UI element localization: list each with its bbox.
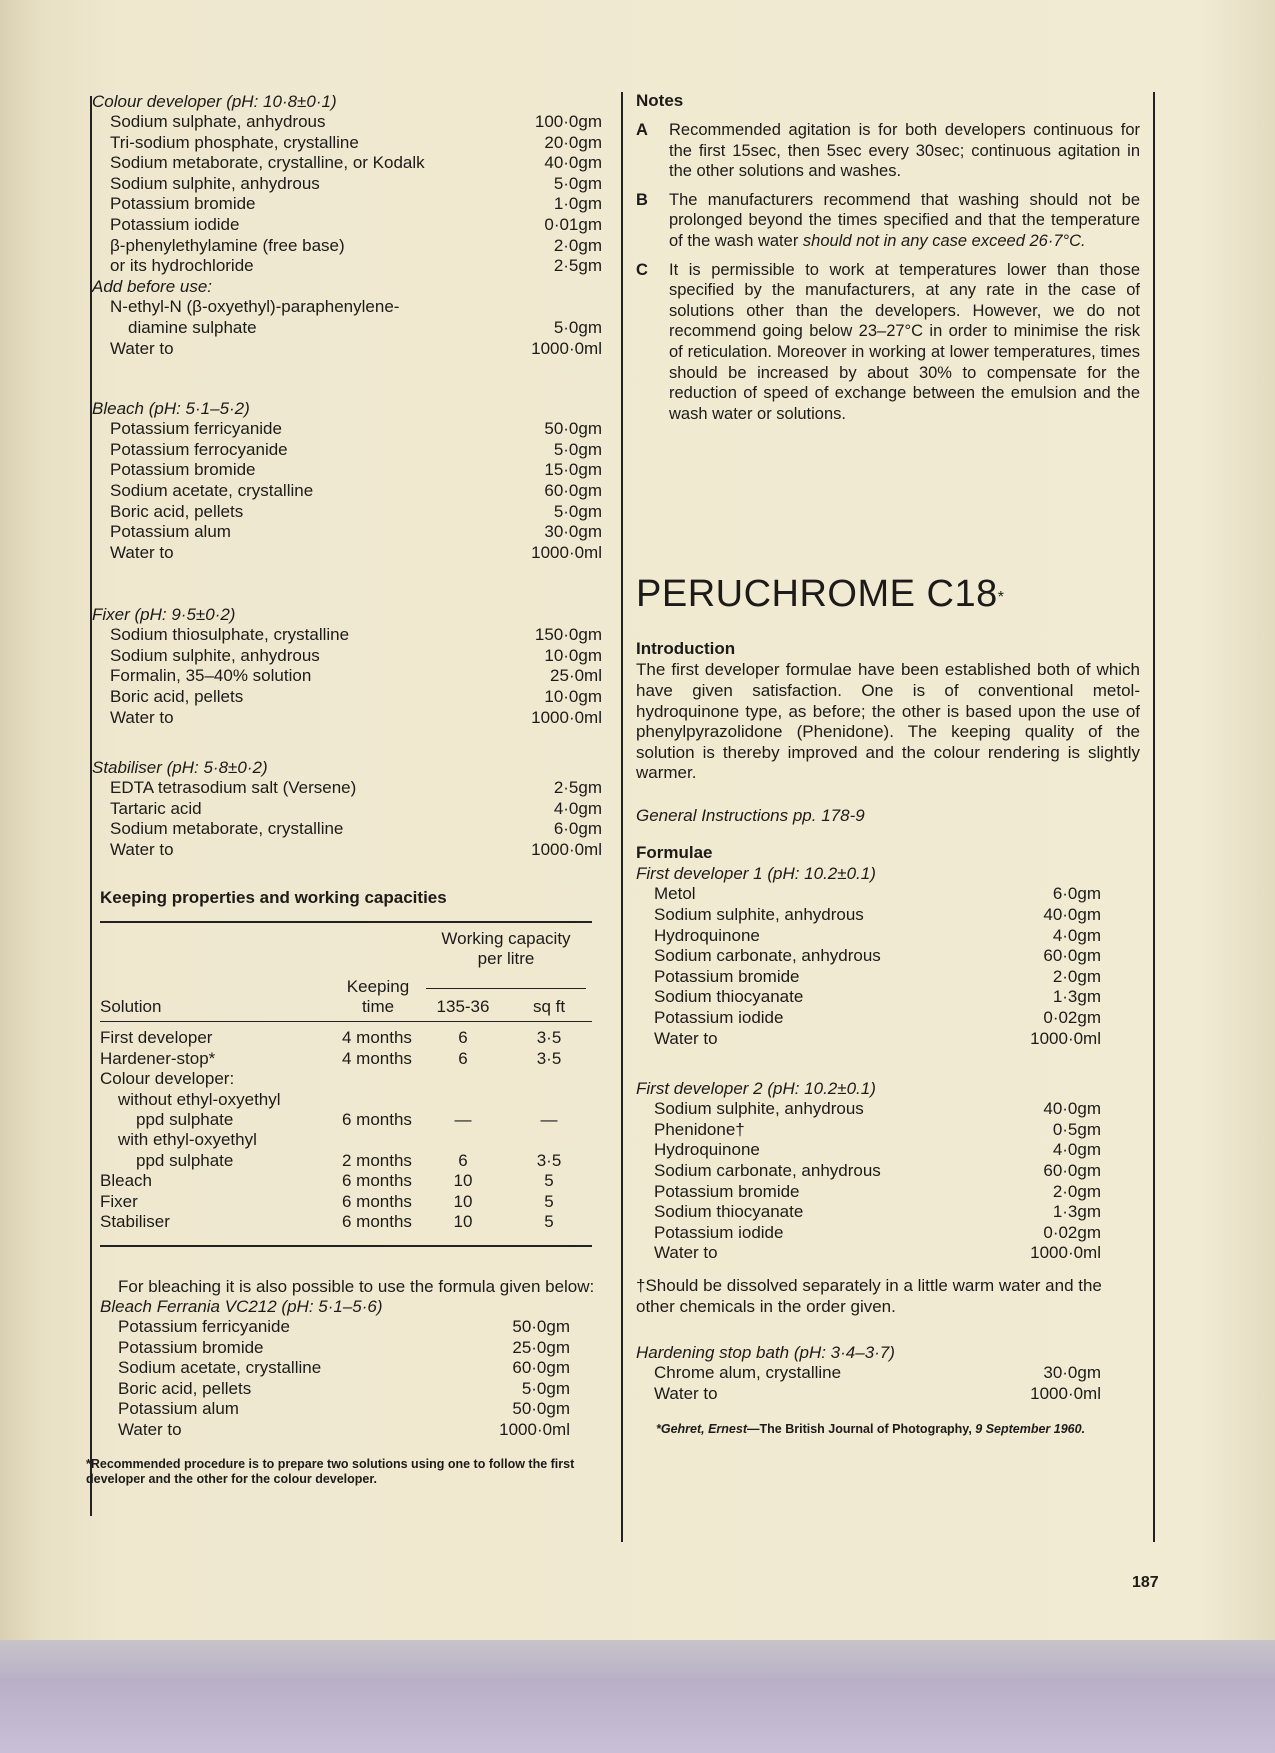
ingredient-amount: 1000·0ml: [531, 338, 602, 358]
ingredient-name: Hydroquinone: [654, 925, 760, 945]
table-row: [100, 1212, 592, 1232]
recipe-row: [92, 778, 602, 799]
ingredient-amount: 2·0gm: [1052, 1181, 1101, 1201]
ingredient-name: Sodium sulphite, anhydrous: [654, 905, 864, 925]
ingredient-name: Sodium metaborate, crystalline: [110, 819, 344, 839]
first-developer-1-title: First developer 1 (pH: 10.2±0.1): [636, 864, 876, 884]
introduction-text: The first developer formulae have been established both of which have given satisfaction. One is of conventional metol-hydroquinone type, as before; the other is based upon the use of phenylpyrazolidone (Phenidone). The keeping quality of the solution is thereby improved and the colour rendering is slightly warmer.: [636, 660, 1140, 783]
dagger-note: †Should be dissolved separately in a little warm water and the other chemicals in the order given.: [636, 1275, 1102, 1316]
ingredient-name: Sodium sulphite, anhydrous: [654, 1099, 864, 1119]
recipe-row: [92, 174, 602, 195]
ingredient-amount: 2·5gm: [553, 778, 602, 798]
keeping-cell-time: [336, 1090, 420, 1110]
recipe-row: [636, 946, 1101, 967]
keeping-cell-sqft: 3·5: [536, 1028, 562, 1048]
ingredient-amount: 0·02gm: [1043, 1222, 1101, 1242]
ingredient-amount: 0·02gm: [1043, 1008, 1101, 1028]
recipe-row: [92, 646, 602, 667]
first-developer-2-items: [636, 1099, 1101, 1264]
note-letter: B: [636, 190, 648, 209]
ingredient-name: Boric acid, pellets: [110, 687, 244, 707]
table-row: [100, 1069, 592, 1089]
note-text-emphasis: should not in any case exceed 26·7°C.: [802, 231, 1086, 250]
recipe-row: [100, 1399, 570, 1420]
keeping-header-sqft: sq ft: [532, 997, 566, 1017]
ingredient-amount: 60·0gm: [544, 480, 602, 500]
ingredient-name: Sodium metaborate, crystalline, or Kodalk: [110, 153, 425, 173]
ingredient-amount: 2·0gm: [553, 235, 602, 255]
recipe-row: [92, 339, 602, 360]
product-title: [636, 572, 1140, 616]
ingredient-name: diamine sulphate: [128, 317, 257, 337]
note-text: It is permissible to work at temperatures lower than those specified by the manufacturers, at any rate in the case of solutions other than the developers. However, we do not recommend going below 23–27°C in order to minimise the risk of reticulation. Moreover in working at lower temperatures, times should be increased by about 30% to compensate for the reduction of speed of exchange between the emulsion and the wash water or solutions.: [669, 260, 1140, 423]
keeping-cell-c135: 6: [458, 1048, 468, 1068]
recipe-row: [636, 967, 1101, 988]
note-letter: A: [636, 121, 648, 139]
notes-heading: Notes: [636, 91, 684, 110]
recipe-row: [636, 1008, 1101, 1029]
ingredient-name: Water to: [118, 1420, 182, 1440]
recipe-row: [636, 1202, 1101, 1223]
note-c: [636, 260, 1140, 425]
alt-bleach-intro: For bleaching it is also possible to use the formula given below:: [118, 1276, 595, 1296]
ingredient-amount: 1000·0ml: [499, 1420, 570, 1440]
right-column: [636, 90, 1140, 1437]
ingredient-name: Potassium bromide: [110, 460, 256, 480]
ingredient-name: Water to: [654, 1028, 718, 1048]
keeping-cell-sqft: 5: [544, 1212, 554, 1232]
note-b: [636, 190, 1140, 252]
ingredient-amount: 60·0gm: [1043, 946, 1101, 966]
ingredient-amount: 5·0gm: [553, 439, 602, 459]
keeping-cell-solution: First developer: [100, 1028, 213, 1048]
ingredient-name: Chrome alum, crystalline: [654, 1363, 842, 1383]
fixer-title: Fixer (pH: 9·5±0·2): [92, 605, 236, 625]
recipe-row: [92, 419, 602, 440]
keeping-cell-sqft: 5: [544, 1191, 554, 1211]
note-letter: C: [636, 260, 648, 279]
recipe-row: [636, 1120, 1101, 1141]
footnote-date: 9 September 1960.: [975, 1422, 1086, 1437]
bleach-section: [92, 399, 602, 563]
ingredient-name: Potassium ferrocyanide: [110, 439, 288, 459]
ingredient-amount: 10·0gm: [544, 687, 602, 707]
recipe-row: [92, 153, 602, 174]
recipe-row: [636, 1140, 1101, 1161]
recipe-row: [100, 1420, 570, 1441]
ingredient-amount: 30·0gm: [1043, 1363, 1101, 1383]
keeping-cell-c135: 6: [458, 1028, 468, 1048]
ingredient-amount: 60·0gm: [512, 1358, 570, 1378]
ingredient-amount: 25·0ml: [550, 666, 602, 686]
recipe-row: [100, 1338, 570, 1359]
ingredient-amount: 2·0gm: [1052, 966, 1101, 986]
ingredient-name: Boric acid, pellets: [118, 1378, 252, 1398]
keeping-cell-sqft: [506, 1090, 592, 1110]
recipe-row: [100, 1358, 570, 1379]
ingredient-name: Sodium thiocyanate: [654, 1202, 804, 1222]
recipe-row: [92, 318, 602, 339]
ingredient-amount: 30·0gm: [544, 522, 602, 542]
recipe-row: [100, 1379, 570, 1400]
ingredient-name: Potassium bromide: [654, 966, 800, 986]
ingredient-name: Sodium carbonate, anhydrous: [654, 946, 881, 966]
ingredient-amount: 40·0gm: [544, 153, 602, 173]
keeping-cell-sqft: [506, 1130, 592, 1150]
ingredient-amount: 1000·0ml: [531, 542, 602, 562]
right-footnote: [636, 1422, 1140, 1437]
right-column-rule: [1153, 92, 1155, 1542]
alt-bleach-section: [92, 1297, 602, 1441]
table-row: [100, 1110, 592, 1130]
hardening-stop-items: [636, 1363, 1101, 1404]
recipe-row: [92, 819, 602, 840]
stabiliser-title: Stabiliser (pH: 5·8±0·2): [92, 758, 268, 778]
product-title-mark: *: [997, 589, 1005, 607]
recipe-row: [636, 987, 1101, 1008]
ingredient-amount: 6·0gm: [553, 819, 602, 839]
ingredient-amount: 150·0gm: [534, 625, 602, 645]
keeping-cell-sqft: 5: [544, 1171, 554, 1191]
keeping-table: [100, 923, 592, 1233]
recipe-row: [636, 1029, 1101, 1050]
ingredient-name: Hydroquinone: [654, 1140, 760, 1160]
ingredient-amount: 20·0gm: [544, 132, 602, 152]
ingredient-name: Potassium iodide: [110, 214, 240, 234]
ingredient-amount: 5·0gm: [553, 317, 602, 337]
ingredient-amount: 1000·0ml: [1030, 1383, 1101, 1403]
recipe-row: [636, 905, 1101, 926]
stabiliser-items: [92, 778, 602, 860]
colour-developer-items: [92, 112, 602, 277]
recipe-row: [92, 256, 602, 277]
ingredient-amount: 2·5gm: [553, 256, 602, 276]
ingredient-name: Water to: [110, 840, 174, 860]
ingredient-name: Tri-sodium phosphate, crystalline: [110, 132, 359, 152]
keeping-cell-c135: 10: [453, 1212, 473, 1232]
ingredient-name: Potassium ferricyanide: [110, 419, 282, 439]
fixer-section: [92, 605, 602, 728]
recipe-row: [92, 215, 602, 236]
keeping-cell-c135: [420, 1090, 506, 1110]
ingredient-name: Sodium sulphite, anhydrous: [110, 173, 320, 193]
keeping-header-keeping: Keeping: [346, 976, 410, 996]
ingredient-name: N-ethyl-N (β-oxyethyl)-paraphenylene-: [110, 297, 400, 317]
ingredient-amount: 5·0gm: [553, 501, 602, 521]
recipe-row: [92, 625, 602, 646]
ingredient-amount: 5·0gm: [521, 1378, 570, 1398]
recipe-row: [92, 297, 602, 318]
keeping-cell-time: [336, 1130, 420, 1150]
recipe-row: [92, 194, 602, 215]
keeping-cell-sqft: 3·5: [536, 1150, 562, 1170]
ingredient-name: Potassium bromide: [118, 1337, 264, 1357]
recipe-row: [92, 687, 602, 708]
table-row: [100, 1192, 592, 1212]
recipe-row: [92, 840, 602, 861]
ingredient-name: Sodium sulphite, anhydrous: [110, 645, 320, 665]
ingredient-name: Water to: [110, 338, 174, 358]
keeping-cell-solution: Bleach: [100, 1171, 152, 1191]
note-text-part: The manufacturers recommend that washing should not be prolonged beyond the times specified and that the temperature of the wash water: [669, 190, 1140, 250]
bleach-title: Bleach (pH: 5·1–5·2): [92, 399, 250, 419]
recipe-row: [92, 481, 602, 502]
ingredient-name: Metol: [654, 884, 696, 904]
footnote-source: —The British Journal of Photography,: [747, 1422, 976, 1437]
ingredient-name: Water to: [654, 1383, 718, 1403]
recipe-row: [636, 1099, 1101, 1120]
keeping-header-solution: Solution: [100, 997, 162, 1017]
recipe-row: [92, 708, 602, 729]
table-row: [100, 1022, 592, 1048]
ingredient-amount: 40·0gm: [1043, 1099, 1101, 1119]
ingredient-name: Water to: [654, 1243, 718, 1263]
recipe-row: [636, 884, 1101, 905]
ingredient-name: Potassium alum: [118, 1399, 239, 1419]
keeping-cell-solution: Colour developer:: [100, 1069, 235, 1089]
note-text: [669, 190, 1140, 252]
keeping-cell-solution: ppd sulphate: [136, 1150, 234, 1170]
ingredient-name: Potassium bromide: [110, 194, 256, 214]
keeping-header-capacity: [420, 923, 592, 969]
recipe-row: [636, 1363, 1101, 1384]
ingredient-name: EDTA tetrasodium salt (Versene): [110, 778, 357, 798]
table-row: [100, 1171, 592, 1191]
first-developer-1-items: [636, 884, 1101, 1049]
stabiliser-section: [92, 758, 602, 860]
keeping-cell-c135: 10: [453, 1191, 473, 1211]
keeping-header-time: time: [361, 997, 395, 1017]
colour-developer-section: [92, 92, 602, 359]
table-row: [100, 1151, 592, 1171]
center-column-rule: [621, 92, 623, 1542]
ingredient-amount: 6·0gm: [1052, 884, 1101, 904]
hardening-stop-title: Hardening stop bath (pH: 3·4–3·7): [636, 1343, 895, 1363]
keeping-heading: Keeping properties and working capacities: [100, 887, 447, 907]
ingredient-name: Water to: [110, 542, 174, 562]
recipe-row: [100, 1317, 570, 1338]
recipe-row: [92, 666, 602, 687]
keeping-header-135: 135-36: [436, 997, 490, 1017]
table-row: [100, 1049, 592, 1069]
keeping-cell-sqft: [506, 1069, 592, 1089]
colour-developer-title: Colour developer (pH: 10·8±0·1): [92, 92, 337, 111]
product-title-text: PERUCHROME C18: [636, 573, 998, 616]
recipe-row: [92, 543, 602, 564]
ingredient-name: Sodium sulphate, anhydrous: [110, 112, 326, 131]
alt-bleach-title: Bleach Ferrania VC212 (pH: 5·1–5·6): [100, 1297, 383, 1317]
introduction-heading: Introduction: [636, 639, 736, 659]
ingredient-name: Tartaric acid: [110, 798, 202, 818]
recipe-row: [92, 236, 602, 257]
ingredient-name: Sodium acetate, crystalline: [110, 480, 314, 500]
keeping-cell-c135: 10: [453, 1171, 473, 1191]
recipe-row: [636, 1182, 1101, 1203]
first-developer-2-title: First developer 2 (pH: 10.2±0.1): [636, 1079, 876, 1099]
page-number: 187: [1132, 1574, 1159, 1591]
ingredient-amount: 1·0gm: [553, 194, 602, 214]
ingredient-amount: 4·0gm: [1052, 1140, 1101, 1160]
ingredient-amount: 50·0gm: [512, 1317, 570, 1337]
recipe-row: [92, 799, 602, 820]
note-a: [636, 120, 1140, 182]
ingredient-name: Potassium alum: [110, 522, 231, 542]
keeping-cell-c135: [420, 1130, 506, 1150]
keeping-cell-time: 2 months: [342, 1150, 412, 1170]
keeping-cell-solution: ppd sulphate: [136, 1110, 234, 1130]
keeping-cell-time: 6 months: [342, 1171, 412, 1191]
recipe-row: [636, 1243, 1101, 1264]
ingredient-name: Formalin, 35–40% solution: [110, 666, 312, 686]
ingredient-name: Potassium bromide: [654, 1181, 800, 1201]
recipe-row: [92, 133, 602, 154]
ingredient-amount: 10·0gm: [544, 645, 602, 665]
ingredient-amount: 1·3gm: [1052, 1202, 1101, 1222]
ingredient-amount: 50·0gm: [544, 419, 602, 439]
recipe-row: [92, 522, 602, 543]
ingredient-name: β-phenylethylamine (free base): [110, 235, 345, 255]
ingredient-name: Water to: [110, 707, 174, 727]
left-column: [86, 92, 602, 1487]
ingredient-amount: 1000·0ml: [1030, 1243, 1101, 1263]
footnote-author: *Gehret, Ernest: [656, 1422, 748, 1437]
keeping-cell-solution: with ethyl-oxyethyl: [118, 1130, 257, 1150]
keeping-section: [92, 887, 592, 1247]
recipe-row: [92, 440, 602, 461]
keeping-cell-solution: without ethyl-oxyethyl: [118, 1089, 281, 1109]
ingredient-name: Potassium iodide: [654, 1008, 784, 1028]
ingredient-name: Sodium carbonate, anhydrous: [654, 1161, 881, 1180]
keeping-cell-time: [336, 1069, 420, 1089]
recipe-row: [636, 926, 1101, 947]
bleach-items: [92, 419, 602, 563]
ingredient-amount: 100·0gm: [534, 112, 602, 131]
keeping-cell-time: 6 months: [342, 1212, 412, 1232]
ingredient-amount: 1000·0ml: [531, 840, 602, 860]
keeping-cell-c135: —: [454, 1110, 472, 1130]
keeping-cell-c135: 6: [458, 1150, 468, 1170]
table-row: [100, 1090, 592, 1110]
ingredient-amount: 25·0gm: [512, 1337, 570, 1357]
fixer-items: [92, 625, 602, 728]
per-litre-label: per litre: [477, 948, 535, 968]
left-footnote: *Recommended procedure is to prepare two solutions using one to follow the first developer and the other for the colour developer.: [86, 1456, 575, 1486]
general-instructions: General Instructions pp. 178-9: [636, 805, 865, 825]
keeping-cell-time: 6 months: [342, 1110, 412, 1130]
ingredient-amount: 40·0gm: [1043, 905, 1101, 925]
keeping-cell-solution: Fixer: [100, 1191, 138, 1211]
capacity-label: Working capacity: [441, 928, 571, 948]
keeping-cell-c135: [420, 1069, 506, 1089]
ingredient-amount: 1·3gm: [1052, 987, 1101, 1007]
ingredient-amount: 5·0gm: [553, 173, 602, 193]
recipe-row: [636, 1223, 1101, 1244]
ingredient-amount: 0·5gm: [1052, 1119, 1101, 1139]
ingredient-amount: 1000·0ml: [1030, 1028, 1101, 1048]
keeping-cell-time: 4 months: [342, 1028, 412, 1048]
ingredient-amount: 4·0gm: [553, 798, 602, 818]
ingredient-amount: 4·0gm: [1052, 925, 1101, 945]
ingredient-amount: 1000·0ml: [531, 707, 602, 727]
recipe-row: [636, 1384, 1101, 1405]
add-before-use-label: Add before use:: [92, 276, 213, 296]
ingredient-amount: 60·0gm: [1043, 1161, 1101, 1180]
alt-bleach-items: [100, 1317, 570, 1441]
ingredient-name: Potassium ferricyanide: [118, 1317, 290, 1337]
note-text: Recommended agitation is for both developers continuous for the first 15sec, then 5sec every 30sec; continuous agitation in the other solutions and washes.: [669, 121, 1140, 181]
ingredient-name: Boric acid, pellets: [110, 501, 244, 521]
recipe-row: [92, 502, 602, 523]
formulae-heading: Formulae: [636, 843, 713, 863]
ingredient-name: Sodium thiosulphate, crystalline: [110, 625, 350, 645]
keeping-cell-sqft: 3·5: [536, 1048, 562, 1068]
page-bottom-edge: [0, 1640, 1275, 1753]
ingredient-name: Phenidone†: [654, 1119, 745, 1139]
recipe-row: [636, 1161, 1101, 1182]
keeping-cell-time: 6 months: [342, 1191, 412, 1211]
keeping-cell-time: 4 months: [342, 1048, 412, 1068]
table-row: [100, 1130, 592, 1150]
ingredient-amount: 50·0gm: [512, 1399, 570, 1419]
ingredient-name: Sodium acetate, crystalline: [118, 1358, 322, 1378]
ingredient-amount: 15·0gm: [544, 460, 602, 480]
ingredient-name: or its hydrochloride: [110, 256, 254, 276]
ingredient-amount: 0·01gm: [544, 214, 602, 234]
keeping-cell-solution: Hardener-stop*: [100, 1048, 216, 1068]
recipe-row: [92, 460, 602, 481]
keeping-cell-solution: Stabiliser: [100, 1212, 170, 1232]
keeping-cell-sqft: —: [540, 1110, 558, 1130]
ingredient-name: Potassium iodide: [654, 1222, 784, 1242]
recipe-row: [92, 112, 602, 133]
ingredient-name: Sodium thiocyanate: [654, 987, 804, 1007]
